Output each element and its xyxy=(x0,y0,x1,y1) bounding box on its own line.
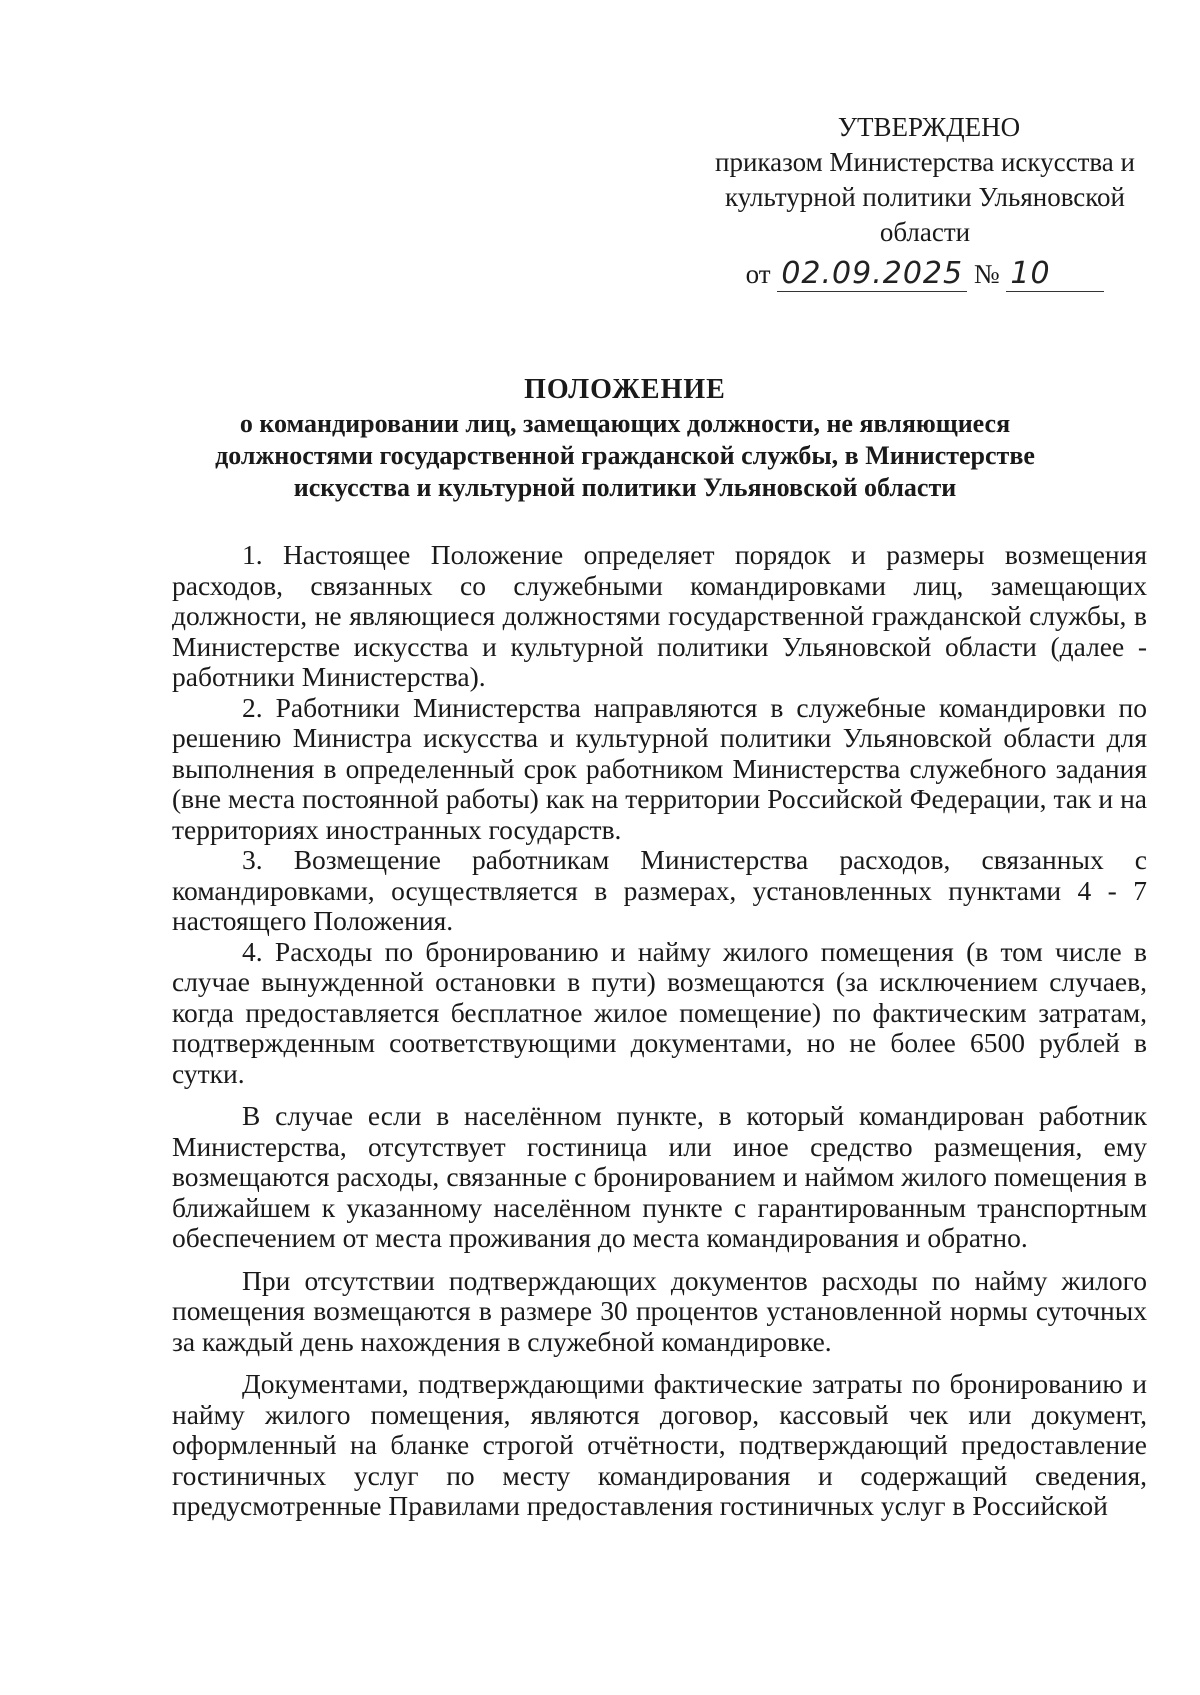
approval-line-1: приказом Министерства искусства и xyxy=(715,147,1135,177)
paragraph-5: В случае если в населённом пункте, в который командирован работник Министерства, отсутствует гостиница или иное средство размещения, ему возмещаются расходы, связанные с бронированием и наймом жилого помещения в ближайшем к указанному населённом пункте с гарантированным транспортным обеспечением от места проживания до места командирования и обратно. xyxy=(172,1100,1147,1253)
approval-block xyxy=(690,110,1160,292)
document-subtitle: о командировании лиц, замещающих должности, не являющиеся должностями государственной гражданской службы, в Министерстве искусства и культурной политики Ульяновской области xyxy=(215,409,1035,502)
paragraph-4: 4. Расходы по бронированию и найму жилого помещения (в том числе в случае вынужденной остановки в пути) возмещаются (за исключением случаев, когда предоставляется бесплатное жилое помещение) по фактическим затратам, подтвержденным соответствующими документами, но не более 6500 рублей в сутки. xyxy=(172,935,1147,1089)
document-title-block xyxy=(180,372,1070,504)
paragraph-7: Документами, подтверждающими фактические затраты по бронированию и найму жилого помещения, являются договор, кассовый чек или документ, оформленный на бланке строгой отчётности, подтверждающий предоставление гостиничных услуг по месту командирования и содержащий сведения, предусмотренные Правилами предоставления гостиничных услуг в Российской xyxy=(172,1368,1147,1521)
date-prefix: от xyxy=(745,259,771,289)
approval-date-line xyxy=(690,256,1160,292)
paragraph-2: 2. Работники Министерства направляются в служебные командировки по решению Министра искусства и культурной политики Ульяновской области для выполнения в определенный срок работником Министерства служебного задания (вне места постоянной работы) как на территории Российской Федерации, так и на территориях иностранных государств. xyxy=(172,691,1147,845)
approval-line-2: культурной политики Ульяновской xyxy=(725,182,1125,212)
document-title: ПОЛОЖЕНИЕ xyxy=(524,374,726,405)
paragraph-1: 1. Настоящее Положение определяет порядок и размеры возмещения расходов, связанных со служебными командировками лиц, замещающих должности, не являющиеся должностями государственной гражданской службы, в Министерстве искусства и культурной политики Ульяновской области (далее - работники Министерства). xyxy=(172,539,1147,692)
handwritten-date: 02.09.2025 xyxy=(777,256,967,292)
handwritten-number: 10 xyxy=(1006,256,1104,292)
approved-label: УТВЕРЖДЕНО xyxy=(837,112,1021,142)
paragraph-6: При отсутствии подтверждающих документов расходы по найму жилого помещения возмещаются в размере 30 процентов установленной нормы суточных за каждый день нахождения в служебной командировке. xyxy=(172,1264,1147,1357)
number-prefix: № xyxy=(973,259,1000,289)
approval-line-3: области xyxy=(879,217,971,247)
paragraph-3: 3. Возмещение работникам Министерства расходов, связанных с командировками, осуществляется в размерах, установленных пунктами 4 - 7 настоящего Положения. xyxy=(172,844,1147,936)
document-body xyxy=(172,540,1147,1522)
